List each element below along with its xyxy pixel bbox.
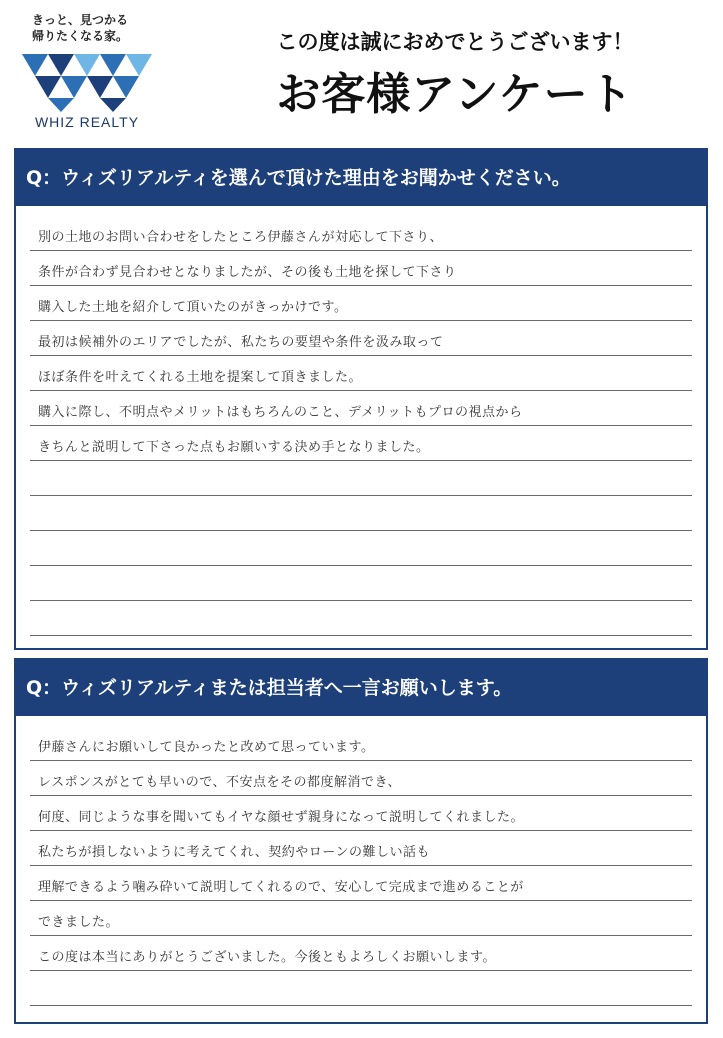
headline: この度は誠におめでとうございます！ xyxy=(276,30,634,54)
answer-line: 最初は候補外のエリアでしたが、私たちの要望や条件を汲み取って xyxy=(30,321,692,356)
question-section-2 xyxy=(14,658,708,1024)
answer-line: 私たちが損しないように考えてくれ、契約やローンの難しい話も xyxy=(30,831,692,866)
answer-line xyxy=(30,971,692,1006)
answer-line: 条件が合わず見合わせとなりましたが、その後も土地を探して下さり xyxy=(30,251,692,286)
answer-line: 購入した土地を紹介して頂いたのがきっかけです。 xyxy=(30,286,692,321)
tagline-line-2: 帰りたくなる家。 xyxy=(32,29,129,43)
answer-line: 理解できるよう噛み砕いて説明してくれるので、安心して完成まで進めることが xyxy=(30,866,692,901)
answer-line: できました。 xyxy=(30,901,692,936)
answer-line xyxy=(30,566,692,601)
tagline xyxy=(32,12,160,44)
tagline-line-1: きっと、見つかる xyxy=(32,13,129,27)
answer-line xyxy=(30,496,692,531)
page-title: お客様アンケート xyxy=(276,69,634,120)
answer-line: この度は本当にありがとうございました。今後ともよろしくお願いします。 xyxy=(30,936,692,971)
question-heading-1: Q：ウィズリアルティを選んで頂けた理由をお聞かせください。 xyxy=(16,150,706,206)
answer-line xyxy=(30,531,692,566)
question-heading-2: Q：ウィズリアルティまたは担当者へ一言お願いします。 xyxy=(16,660,706,716)
company-logo xyxy=(10,12,160,132)
answer-area-2 xyxy=(30,726,692,1006)
answer-line: ほぼ条件を叶えてくれる土地を提案して頂きました。 xyxy=(30,356,692,391)
answer-line: 何度、同じような事を聞いてもイヤな顔せず親身になって説明してくれました。 xyxy=(30,796,692,831)
answer-line: 伊藤さんにお願いして良かったと改めて思っています。 xyxy=(30,726,692,761)
answer-area-1 xyxy=(30,216,692,636)
answer-line xyxy=(30,461,692,496)
brand-name: WHIZ REALTY xyxy=(34,114,140,130)
answer-line: きちんと説明して下さった点もお願いする決め手となりました。 xyxy=(30,426,692,461)
answer-line: 購入に際し、不明点やメリットはもちろんのこと、デメリットもプロの視点から xyxy=(30,391,692,426)
answer-line: 別の土地のお問い合わせをしたところ伊藤さんが対応して下さり、 xyxy=(30,216,692,251)
answer-line: レスポンスがとても早いので、不安点をその都度解消でき、 xyxy=(30,761,692,796)
answer-line xyxy=(30,601,692,636)
question-section-1 xyxy=(14,148,708,650)
logo-mark-icon xyxy=(22,54,152,112)
